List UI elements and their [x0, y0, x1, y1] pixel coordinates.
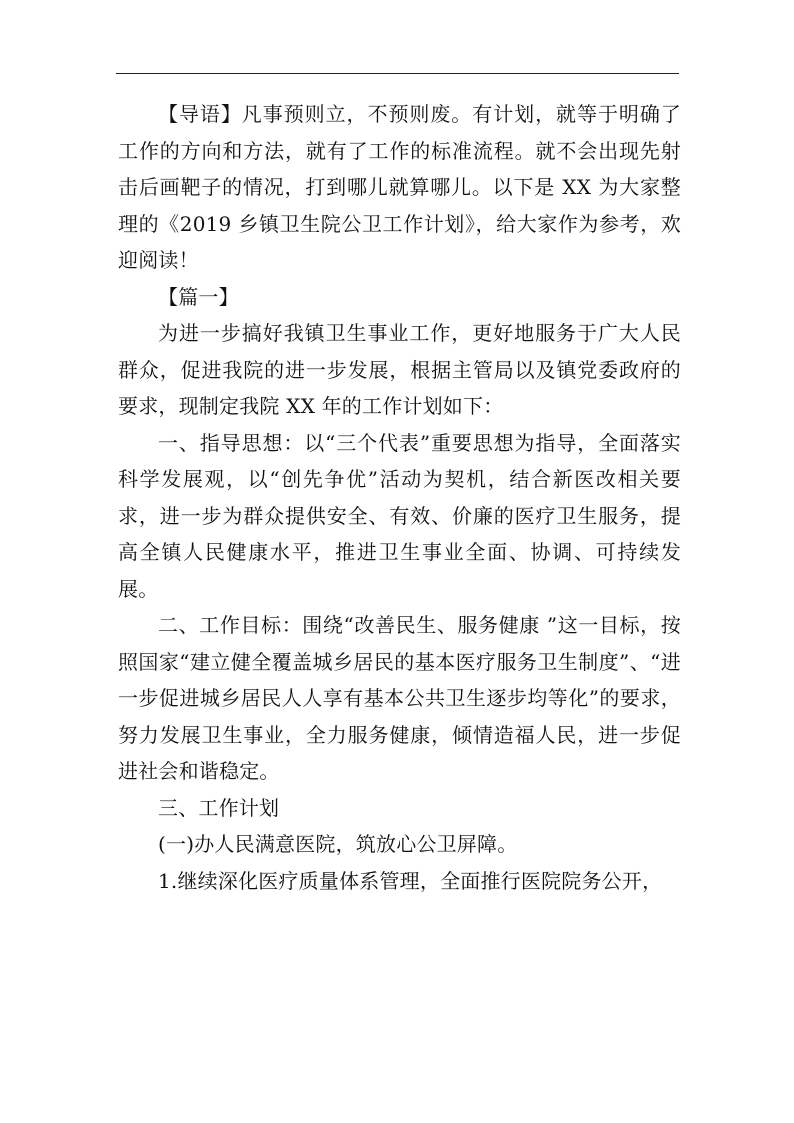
intro-paragraph: 【导语】凡事预则立，不预则废。有计划，就等于明确了工作的方向和方法，就有了工作的标准流程。就不会出现先射击后画靶子的情况，打到哪儿就算哪儿。以下是 XX 为大家整理的《2019 乡镇卫生院公卫工作计划》，给大家作为参考，欢迎阅读！: [118, 102, 681, 272]
document-body: [118, 96, 681, 899]
section-heading-part-one: 【篇一】: [158, 284, 239, 309]
guiding-ideology-paragraph: 一、指导思想：以“三个代表”重要思想为指导，全面落实科学发展观，以“创先争优”活动为契机，结合新医改相关要求，进一步为群众提供安全、有效、价廉的医疗卫生服务，提高全镇人民健康水平，推进卫生事业全面、协调、可持续发展。: [118, 430, 681, 601]
opening-paragraph: 为进一步搞好我镇卫生事业工作，更好地服务于广大人民群众，促进我院的进一步发展，根据主管局以及镇党委政府的要求，现制定我院 XX 年的工作计划如下：: [118, 321, 681, 418]
work-goal-paragraph: 二、工作目标：围绕“改善民生、服务健康 ”这一目标，按照国家“建立健全覆盖城乡居民的基本医疗服务卫生制度”、“进一步促进城乡居民人人享有基本公共卫生逐步均等化”的要求，努力发展卫生事业，全力服务健康，倾情造福人民，进一步促进社会和谐稳定。: [118, 613, 681, 783]
header-rule: [116, 73, 679, 74]
work-plan-heading: 三、工作计划: [158, 795, 280, 820]
plan-item-one: 1.继续深化医疗质量体系管理，全面推行医院院务公开，: [158, 868, 663, 893]
subsection-heading-one: (一)办人民满意医院，筑放心公卫屏障。: [158, 832, 518, 856]
